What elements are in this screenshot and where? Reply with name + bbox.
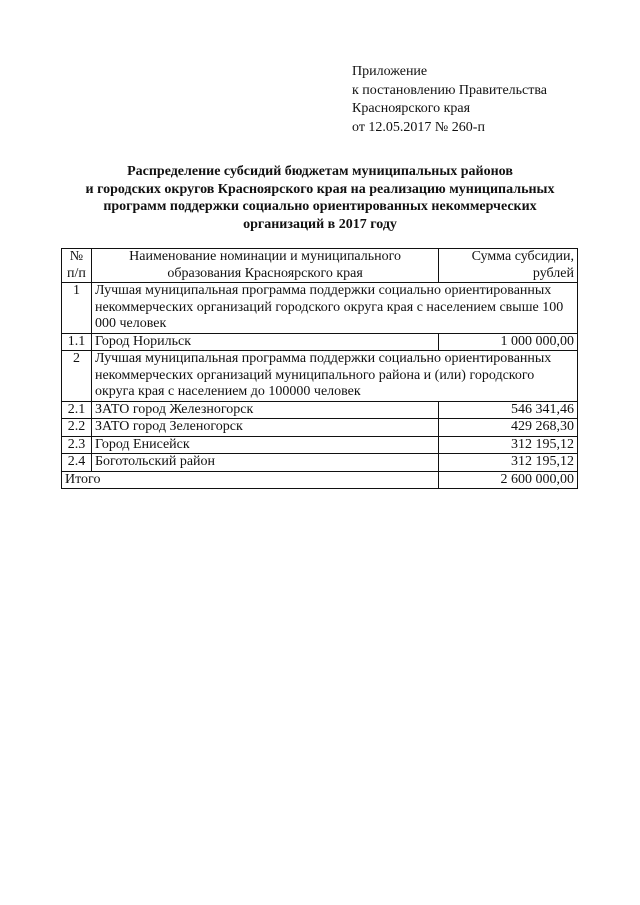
row-number: 2.2 [62,419,92,437]
header-sum: Сумма субсидии, рублей [439,249,578,283]
section-title: Лучшая муниципальная программа поддержки социально ориентированных некоммерческих организаций городского округа края с населением свыше 100 000 человек [91,283,577,334]
table-row [62,436,578,454]
row-number: 2.1 [62,401,92,419]
section-number: 2 [62,351,92,402]
row-sum: 429 268,30 [439,419,578,437]
row-number: 2.4 [62,454,92,472]
title-line: программ поддержки социально ориентированных некоммерческих [103,199,537,214]
appendix-line: к постановлению Правительства [352,82,548,98]
table-row [62,419,578,437]
row-name: ЗАТО город Зеленогорск [91,419,438,437]
subsidy-table [61,248,578,489]
section-title: Лучшая муниципальная программа поддержки социально ориентированных некоммерческих организаций муниципального района и (или) городского округа края с населением до 100000 человек [91,351,577,402]
total-sum: 2 600 000,00 [439,471,578,489]
row-sum: 312 195,12 [439,436,578,454]
title-line: организаций в 2017 году [243,216,397,232]
row-name: Боготольский район [91,454,438,472]
section-row [62,283,578,334]
appendix-line: Красноярского края [352,101,471,116]
appendix-block [352,63,547,137]
header-number: № п/п [62,249,92,283]
section-row [62,351,578,402]
document-title [80,163,560,233]
total-row [62,471,578,489]
appendix-line: от 12.05.2017 № 260-п [352,119,485,135]
title-line: и городских округов Красноярского края на реализацию муниципальных [85,181,555,197]
table-row [62,401,578,419]
table-row [62,333,578,351]
row-number: 2.3 [62,436,92,454]
row-sum: 546 341,46 [439,401,578,419]
row-name: ЗАТО город Железногорск [91,401,438,419]
section-number: 1 [62,283,92,334]
appendix-line: Приложение [352,64,428,79]
table-row [62,454,578,472]
total-label: Итого [62,471,439,489]
row-sum: 1 000 000,00 [439,333,578,351]
header-name: Наименование номинации и муниципального образования Красноярского края [91,249,438,283]
row-sum: 312 195,12 [439,454,578,472]
row-name: Город Енисейск [91,436,438,454]
row-number: 1.1 [62,333,92,351]
table-header-row [62,249,578,283]
row-name: Город Норильск [91,333,438,351]
title-line: Распределение субсидий бюджетам муниципальных районов [127,164,513,179]
